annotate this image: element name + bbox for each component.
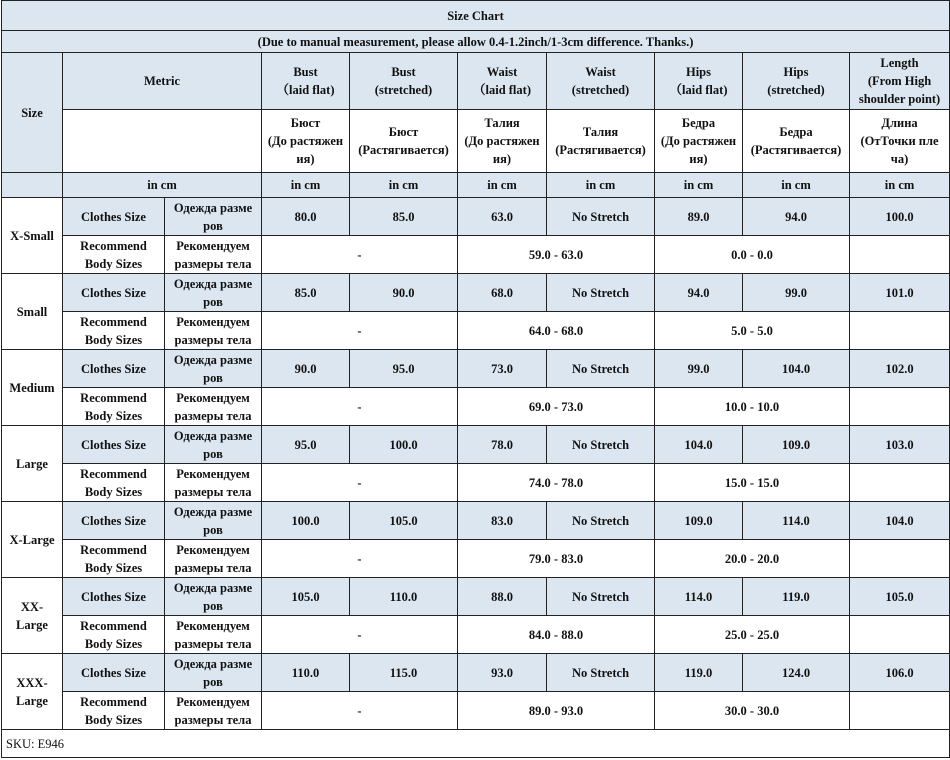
measurement-cell: 78.0 [458,426,547,464]
measurement-cell: 99.0 [743,274,850,312]
clothes-size-label-ru: Одежда разме ров [165,198,262,236]
size-name: XXX- Large [2,654,63,730]
measurement-cell: No Stretch [547,426,655,464]
recommend-length-empty [850,692,950,730]
measurement-cell: 94.0 [655,274,743,312]
measurement-cell: 94.0 [743,198,850,236]
measurement-cell: 124.0 [743,654,850,692]
recommend-waist-range: 69.0 - 73.0 [458,388,655,426]
clothes-size-label: Clothes Size [63,198,165,236]
table-row [2,578,950,616]
measurement-cell: 100.0 [262,502,350,540]
recommend-label-ru: Рекомендуем размеры тела [165,388,262,426]
header-hips-stretched: Hips (stretched) [743,53,850,110]
table-row [2,616,950,654]
recommend-bust: - [262,236,458,274]
recommend-bust: - [262,540,458,578]
clothes-size-label-ru: Одежда разме ров [165,350,262,388]
measurement-cell: No Stretch [547,502,655,540]
recommend-hips-range: 30.0 - 30.0 [655,692,850,730]
clothes-size-label: Clothes Size [63,578,165,616]
clothes-size-label: Clothes Size [63,274,165,312]
metric-header: Metric [63,53,262,110]
measurement-cell: 99.0 [655,350,743,388]
recommend-label-ru: Рекомендуем размеры тела [165,616,262,654]
clothes-size-label: Clothes Size [63,426,165,464]
clothes-size-label: Clothes Size [63,350,165,388]
measurement-cell: 83.0 [458,502,547,540]
measurement-cell: No Stretch [547,578,655,616]
recommend-label: Recommend Body Sizes [63,312,165,350]
recommend-hips-range: 0.0 - 0.0 [655,236,850,274]
metric-ru-header-empty [63,110,262,173]
header-ru-hips-stretched: Бедра (Растягивается) [743,110,850,173]
unit-cell: in cm [547,173,655,198]
measurement-cell: 104.0 [850,502,950,540]
measurement-cell: 85.0 [262,274,350,312]
table-row [2,350,950,388]
header-ru-bust-stretched: Бюст (Растягивается) [350,110,458,173]
header-length: Length (From High shoulder point) [850,53,950,110]
measurement-cell: 95.0 [350,350,458,388]
table-row [2,654,950,692]
recommend-label-ru: Рекомендуем размеры тела [165,692,262,730]
unit-cell: in cm [655,173,743,198]
recommend-length-empty [850,540,950,578]
table-row [2,274,950,312]
measurement-cell: 105.0 [850,578,950,616]
measurement-cell: 68.0 [458,274,547,312]
clothes-size-label-ru: Одежда разме ров [165,274,262,312]
size-header: Size [2,53,63,173]
measurement-cell: 95.0 [262,426,350,464]
recommend-hips-range: 20.0 - 20.0 [655,540,850,578]
measurement-cell: 104.0 [655,426,743,464]
recommend-hips-range: 25.0 - 25.0 [655,616,850,654]
measurement-cell: 90.0 [350,274,458,312]
recommend-label: Recommend Body Sizes [63,540,165,578]
measurement-cell: 100.0 [350,426,458,464]
recommend-hips-range: 5.0 - 5.0 [655,312,850,350]
measurement-cell: 73.0 [458,350,547,388]
measurement-cell: 119.0 [655,654,743,692]
measurement-cell: 114.0 [655,578,743,616]
table-row [2,692,950,730]
measurement-cell: 101.0 [850,274,950,312]
clothes-size-label-ru: Одежда разме ров [165,502,262,540]
header-ru-length: Длина (ОтТочки пле ча) [850,110,950,173]
size-name: X-Large [2,502,63,578]
recommend-waist-range: 84.0 - 88.0 [458,616,655,654]
measurement-cell: No Stretch [547,350,655,388]
recommend-waist-range: 64.0 - 68.0 [458,312,655,350]
chart-title: Size Chart [2,1,950,31]
table-row [2,426,950,464]
size-name: Large [2,426,63,502]
header-ru-hips-laid: Бедра (До растяжен ия) [655,110,743,173]
recommend-hips-range: 15.0 - 15.0 [655,464,850,502]
recommend-waist-range: 79.0 - 83.0 [458,540,655,578]
unit-cell: in cm [850,173,950,198]
clothes-size-label-ru: Одежда разме ров [165,654,262,692]
clothes-size-label-ru: Одежда разме ров [165,578,262,616]
measurement-cell: 90.0 [262,350,350,388]
table-row [2,502,950,540]
recommend-bust: - [262,312,458,350]
unit-metric: in cm [63,173,262,198]
recommend-length-empty [850,616,950,654]
table-row [2,540,950,578]
recommend-hips-range: 10.0 - 10.0 [655,388,850,426]
recommend-bust: - [262,692,458,730]
header-ru-waist-stretched: Талия (Растягивается) [547,110,655,173]
recommend-bust: - [262,616,458,654]
header-waist-laid: Waist （laid flat) [458,53,547,110]
measurement-cell: No Stretch [547,654,655,692]
measurement-cell: 89.0 [655,198,743,236]
recommend-label: Recommend Body Sizes [63,616,165,654]
unit-cell: in cm [262,173,350,198]
header-bust-stretched: Bust (stretched) [350,53,458,110]
recommend-length-empty [850,312,950,350]
recommend-waist-range: 89.0 - 93.0 [458,692,655,730]
measurement-cell: 109.0 [655,502,743,540]
header-ru-waist-laid: Талия (До растяжен ия) [458,110,547,173]
header-hips-laid: Hips （laid flat) [655,53,743,110]
measurement-cell: 119.0 [743,578,850,616]
recommend-label-ru: Рекомендуем размеры тела [165,464,262,502]
size-chart-table [1,0,950,758]
measurement-cell: 115.0 [350,654,458,692]
table-row [2,236,950,274]
measurement-cell: 110.0 [350,578,458,616]
recommend-label-ru: Рекомендуем размеры тела [165,540,262,578]
recommend-bust: - [262,464,458,502]
header-ru-bust-laid: Бюст (До растяжен ия) [262,110,350,173]
measurement-cell: 109.0 [743,426,850,464]
measurement-cell: No Stretch [547,198,655,236]
recommend-label: Recommend Body Sizes [63,236,165,274]
measurement-cell: 103.0 [850,426,950,464]
recommend-label: Recommend Body Sizes [63,388,165,426]
measurement-cell: 105.0 [262,578,350,616]
sku-label: SKU: E946 [2,730,950,758]
header-waist-stretched: Waist (stretched) [547,53,655,110]
clothes-size-label: Clothes Size [63,654,165,692]
recommend-length-empty [850,236,950,274]
unit-cell: in cm [458,173,547,198]
table-row [2,198,950,236]
recommend-label-ru: Рекомендуем размеры тела [165,236,262,274]
clothes-size-label: Clothes Size [63,502,165,540]
recommend-bust: - [262,388,458,426]
measurement-cell: 88.0 [458,578,547,616]
size-name: X-Small [2,198,63,274]
measurement-cell: No Stretch [547,274,655,312]
recommend-waist-range: 74.0 - 78.0 [458,464,655,502]
size-name: XX- Large [2,578,63,654]
measurement-cell: 85.0 [350,198,458,236]
measurement-cell: 80.0 [262,198,350,236]
measurement-cell: 106.0 [850,654,950,692]
measurement-cell: 114.0 [743,502,850,540]
measurement-cell: 63.0 [458,198,547,236]
size-name: Medium [2,350,63,426]
table-row [2,312,950,350]
recommend-length-empty [850,464,950,502]
measurement-cell: 93.0 [458,654,547,692]
measurement-cell: 105.0 [350,502,458,540]
unit-cell: in cm [350,173,458,198]
unit-cell: in cm [743,173,850,198]
table-row [2,388,950,426]
recommend-label-ru: Рекомендуем размеры тела [165,312,262,350]
recommend-label: Recommend Body Sizes [63,464,165,502]
chart-subtitle: (Due to manual measurement, please allow 0.4-1.2inch/1-3cm difference. Thanks.) [2,31,950,53]
recommend-length-empty [850,388,950,426]
recommend-label: Recommend Body Sizes [63,692,165,730]
measurement-cell: 110.0 [262,654,350,692]
header-bust-laid: Bust （laid flat) [262,53,350,110]
clothes-size-label-ru: Одежда разме ров [165,426,262,464]
measurement-cell: 100.0 [850,198,950,236]
unit-row-empty [2,173,63,198]
measurement-cell: 102.0 [850,350,950,388]
table-row [2,464,950,502]
measurement-cell: 104.0 [743,350,850,388]
recommend-waist-range: 59.0 - 63.0 [458,236,655,274]
size-name: Small [2,274,63,350]
